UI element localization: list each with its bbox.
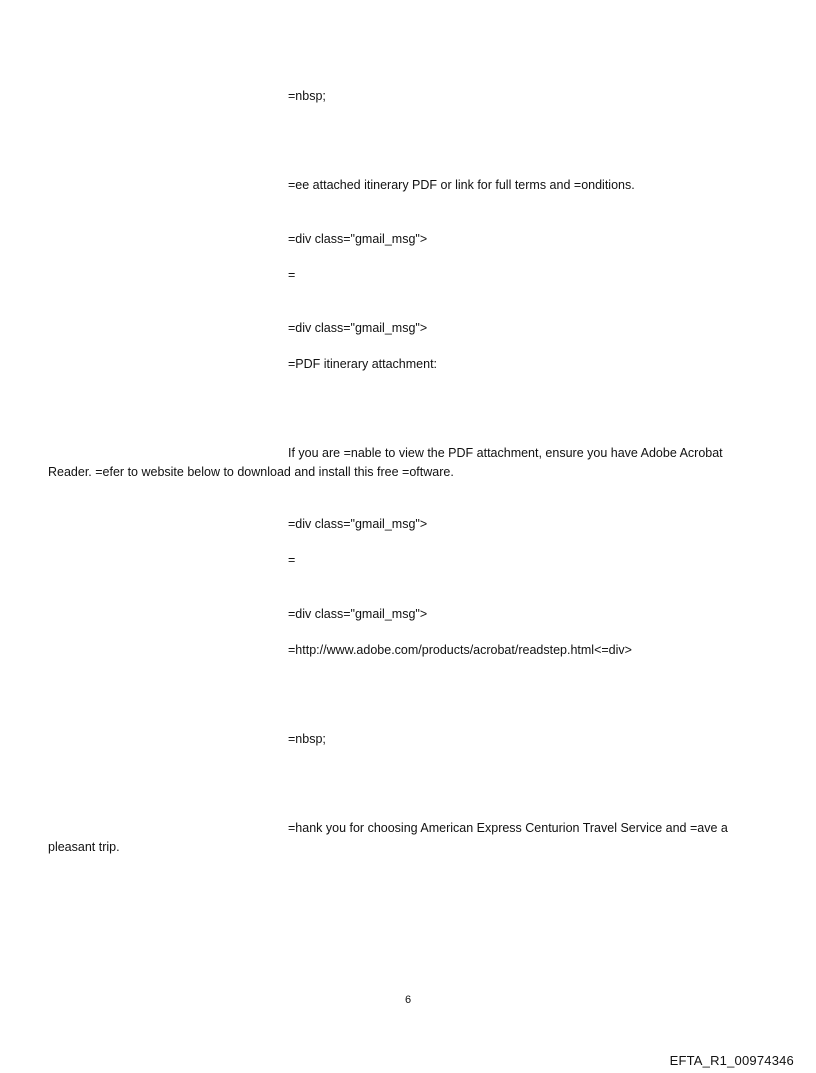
adobe-link-line: =http://www.adobe.com/products/acrobat/readstep.html<=div> bbox=[288, 643, 632, 657]
nbsp-line: =nbsp; bbox=[288, 732, 326, 746]
document-id: EFTA_R1_00974346 bbox=[669, 1053, 794, 1068]
div-line: =div class="gmail_msg"> bbox=[288, 517, 428, 531]
nbsp-line: =nbsp; bbox=[288, 89, 326, 103]
div-line: =div class="gmail_msg"> bbox=[288, 321, 428, 335]
page-number: 6 bbox=[404, 994, 412, 1006]
div-line: =div class="gmail_msg"> bbox=[288, 607, 428, 621]
see-attached-line: =ee attached itinerary PDF or link for full terms and =onditions. bbox=[288, 178, 635, 192]
equals-line: = bbox=[288, 268, 296, 282]
div-line: =div class="gmail_msg"> bbox=[288, 232, 428, 246]
pdf-attachment-line: =PDF itinerary attachment: bbox=[288, 357, 438, 371]
thank-you-paragraph: =hank you for choosing American Express Centurion Travel Service and =ave a pleasant trip. bbox=[48, 821, 728, 854]
equals-line: = bbox=[288, 553, 296, 567]
unable-to-view-paragraph: If you are =nable to view the PDF attachment, ensure you have Adobe Acrobat Reader. =efer to website below to download and install this free =oftware. bbox=[48, 446, 723, 479]
